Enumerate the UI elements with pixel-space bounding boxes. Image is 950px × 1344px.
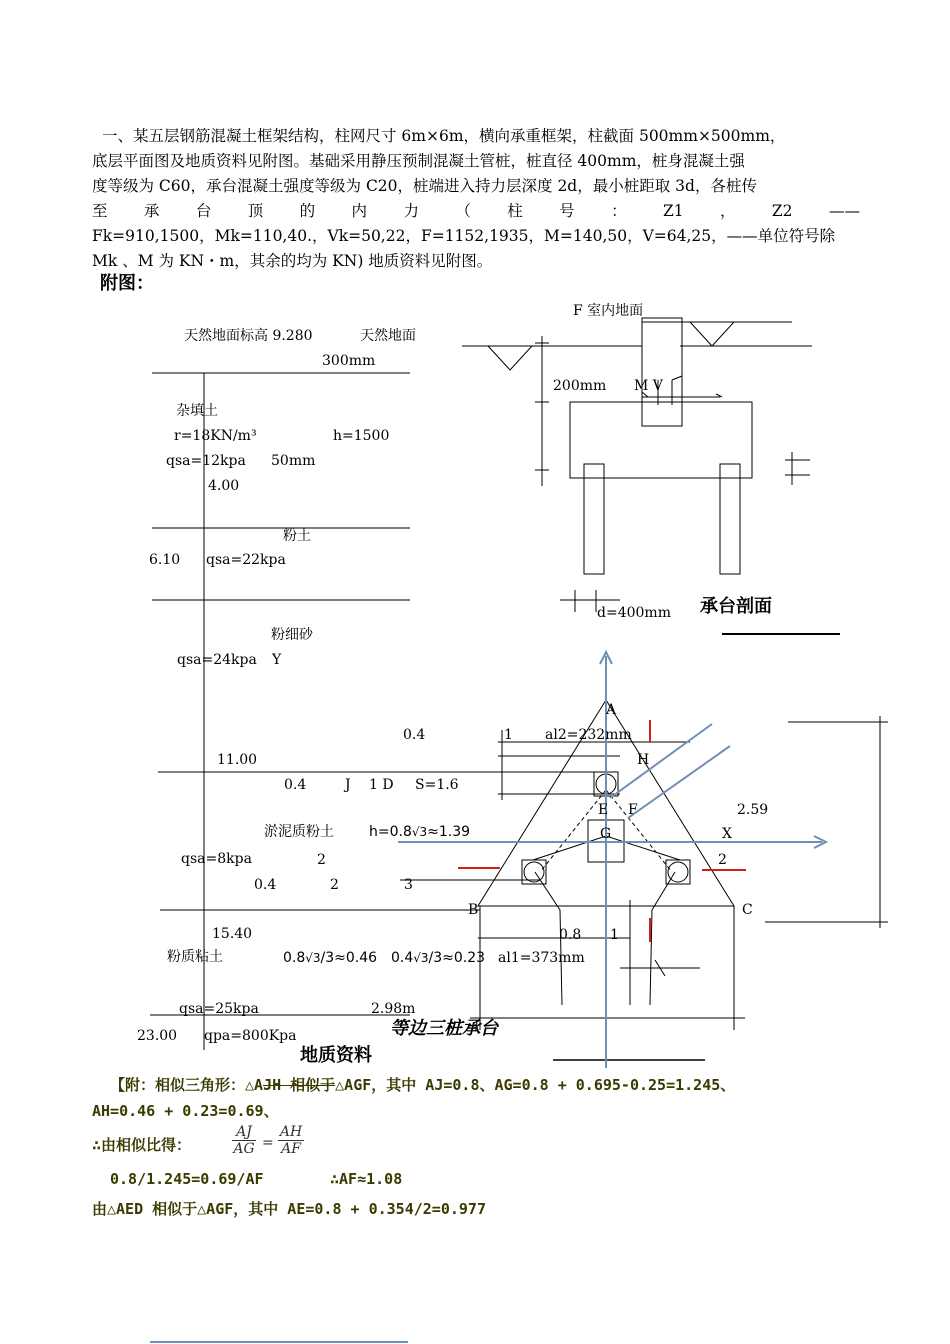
l4-part: 顶 bbox=[247, 202, 264, 220]
mud-silt-name: 淤泥质粉土 bbox=[264, 824, 334, 840]
l4-part: 柱 bbox=[507, 202, 523, 220]
point-f: F bbox=[628, 802, 638, 818]
calc2-suffix: /3≈0.23 bbox=[428, 950, 486, 966]
l4-part: 的 bbox=[299, 202, 316, 220]
point-e: E bbox=[598, 802, 609, 818]
fraction-ah-af bbox=[278, 1124, 304, 1157]
one-b: 1 bbox=[610, 927, 619, 943]
fraction-aj-ag bbox=[232, 1124, 256, 1157]
elevation-6-10: 6.10 bbox=[149, 552, 181, 568]
two-b: 2 bbox=[718, 852, 727, 868]
fill-soil-unit-weight: r=18KN/m³ bbox=[174, 428, 257, 444]
pile-diameter: d=400mm bbox=[597, 605, 671, 621]
l4-part: Z1 bbox=[662, 202, 684, 220]
height-prefix: h=0.8 bbox=[369, 824, 412, 840]
one-a: 1 bbox=[504, 727, 513, 743]
frac2-den: AF bbox=[278, 1140, 304, 1157]
silt-qsa: qsa=22kpa bbox=[206, 552, 286, 568]
geology-title: 地质资料 bbox=[300, 1045, 372, 1066]
note1-strike: JH 相似于 bbox=[263, 1076, 336, 1094]
one-d: 1 D bbox=[369, 777, 394, 793]
l4-part: 承 bbox=[143, 202, 160, 220]
l4-part: 号 bbox=[559, 202, 575, 220]
note-line-5: 由△AED 相似于△AGF，其中 AE=0.8 + 0.354/2=0.977 bbox=[92, 1200, 486, 1218]
calc1-suffix: /3≈0.46 bbox=[320, 950, 378, 966]
sqrt3-icon: √3 bbox=[413, 951, 429, 965]
silty-clay-qpa: qpa=800Kpa bbox=[204, 1028, 297, 1044]
calc1-prefix: 0.8 bbox=[283, 950, 306, 966]
sqrt3-icon: √3 bbox=[305, 951, 321, 965]
dim-300mm: 300mm bbox=[322, 353, 376, 369]
calc-0-46 bbox=[283, 950, 377, 966]
problem-line-3: 度等级为 C60，承台混凝土强度等级为 C20，桩端进入持力层深度 2d，最小桩距取 3d，各桩传 bbox=[92, 177, 757, 195]
figure-title: 附图： bbox=[100, 273, 154, 294]
two-a: 2 bbox=[317, 852, 326, 868]
spacing-label: S=1.6 bbox=[415, 777, 459, 793]
note1-pre: 【附：相似三角形：△A bbox=[110, 1076, 264, 1094]
dim-2-59: 2.59 bbox=[737, 802, 769, 818]
note-line-4b: ∴AF≈1.08 bbox=[330, 1170, 403, 1188]
al1-label: al1=373mm bbox=[498, 950, 585, 966]
fine-sand-qsa: qsa=24kpa bbox=[177, 652, 257, 668]
l4-part: Z2 bbox=[771, 202, 793, 220]
problem-line-1: 一、某五层钢筋混凝土框架结构，柱网尺寸 6m×6m，横向承重框架，柱截面 500mm×500mm， bbox=[102, 127, 786, 145]
calc-0-23 bbox=[391, 950, 485, 966]
dim-h1500: h=1500 bbox=[333, 428, 390, 444]
l4-part: ： bbox=[611, 202, 627, 220]
silt-name: 粉土 bbox=[283, 528, 311, 544]
two-c: 2 bbox=[330, 877, 339, 893]
section-title: 承台剖面 bbox=[700, 596, 772, 617]
l4-part: 内 bbox=[351, 202, 368, 220]
silty-clay-name: 粉质粘土 bbox=[167, 949, 223, 965]
elevation-4-00: 4.00 bbox=[208, 478, 240, 494]
fill-soil-qsa: qsa=12kpa bbox=[166, 453, 246, 469]
problem-line-5: Fk=910,1500，Mk=110,40.，Vk=50,22，F=1152,1935，M=140,50，V=64,25，——单位符号除 bbox=[92, 227, 836, 245]
frac2-num: AH bbox=[279, 1124, 303, 1140]
l4-part: （ bbox=[455, 202, 471, 220]
frac1-num: AJ bbox=[236, 1124, 252, 1140]
l4-part: 至 bbox=[92, 202, 108, 220]
problem-line-2: 底层平面图及地质资料见附图。基础采用静压预制混凝土管桩，桩直径 400mm，桩身混凝土强 bbox=[92, 152, 745, 170]
dim-50mm: 50mm bbox=[271, 453, 316, 469]
l4-part: 力 bbox=[403, 202, 419, 220]
point-c: C bbox=[742, 902, 753, 918]
fill-soil-name: 杂填土 bbox=[176, 403, 218, 419]
elevation-11-00: 11.00 bbox=[217, 752, 258, 768]
note1-post: △AGF，其中 AJ=0.8、AG=0.8 + 0.695-0.25=1.245、 bbox=[335, 1076, 736, 1094]
l4-part: ， bbox=[720, 202, 736, 220]
dim-0-8: 0.8 bbox=[559, 927, 582, 943]
frac1-den: AG bbox=[233, 1141, 255, 1157]
point-h: H bbox=[637, 752, 650, 768]
triangle-title: 等边三桩承台 bbox=[390, 1018, 498, 1039]
fine-sand-name: 粉细砂 bbox=[271, 627, 313, 643]
three-label: 3 bbox=[404, 877, 413, 893]
natural-ground-elevation: 天然地面标高 9.280 bbox=[184, 328, 313, 344]
height-label bbox=[369, 824, 470, 840]
dim-0-4-a: 0.4 bbox=[403, 727, 426, 743]
l4-part: —— bbox=[828, 202, 860, 220]
indoor-floor-label: F 室内地面 bbox=[573, 303, 644, 319]
equals-sign: = bbox=[262, 1135, 274, 1151]
al2-label: al2=232mm bbox=[545, 727, 632, 743]
elevation-23-00: 23.00 bbox=[137, 1028, 178, 1044]
mud-silt-qsa: qsa=8kpa bbox=[181, 851, 252, 867]
height-value: ≈1.39 bbox=[427, 824, 471, 840]
silty-clay-qsa: qsa=25kpa bbox=[179, 1001, 259, 1017]
l4-part: 台 bbox=[195, 202, 212, 220]
calc2-prefix: 0.4 bbox=[391, 950, 414, 966]
y-label: Y bbox=[272, 652, 282, 668]
natural-ground-label: 天然地面 bbox=[360, 328, 416, 344]
point-g: G bbox=[600, 826, 612, 842]
sqrt3-icon: √3 bbox=[411, 825, 428, 839]
dim-0-4-b: 0.4 bbox=[284, 777, 307, 793]
point-a: A bbox=[606, 702, 617, 718]
dim-200mm: 200mm bbox=[553, 378, 607, 394]
moment-shear-label: M V bbox=[634, 378, 663, 394]
note-line-3: ∴由相似比得： bbox=[92, 1136, 192, 1154]
note-line-2: AH=0.46 + 0.23=0.69、 bbox=[92, 1102, 279, 1120]
note-line-1 bbox=[110, 1074, 735, 1095]
x-label: X bbox=[722, 826, 732, 842]
point-j: J bbox=[345, 777, 351, 793]
note-line-4a: 0.8/1.245=0.69/AF bbox=[110, 1170, 264, 1188]
dim-2-98m: 2.98m bbox=[371, 1001, 416, 1017]
elevation-15-40: 15.40 bbox=[212, 926, 253, 942]
point-b: B bbox=[468, 902, 479, 918]
dim-0-4-c: 0.4 bbox=[254, 877, 277, 893]
problem-line-6: Mk 、M 为 KN・m，其余的均为 KN) 地质资料见附图。 bbox=[92, 252, 493, 270]
